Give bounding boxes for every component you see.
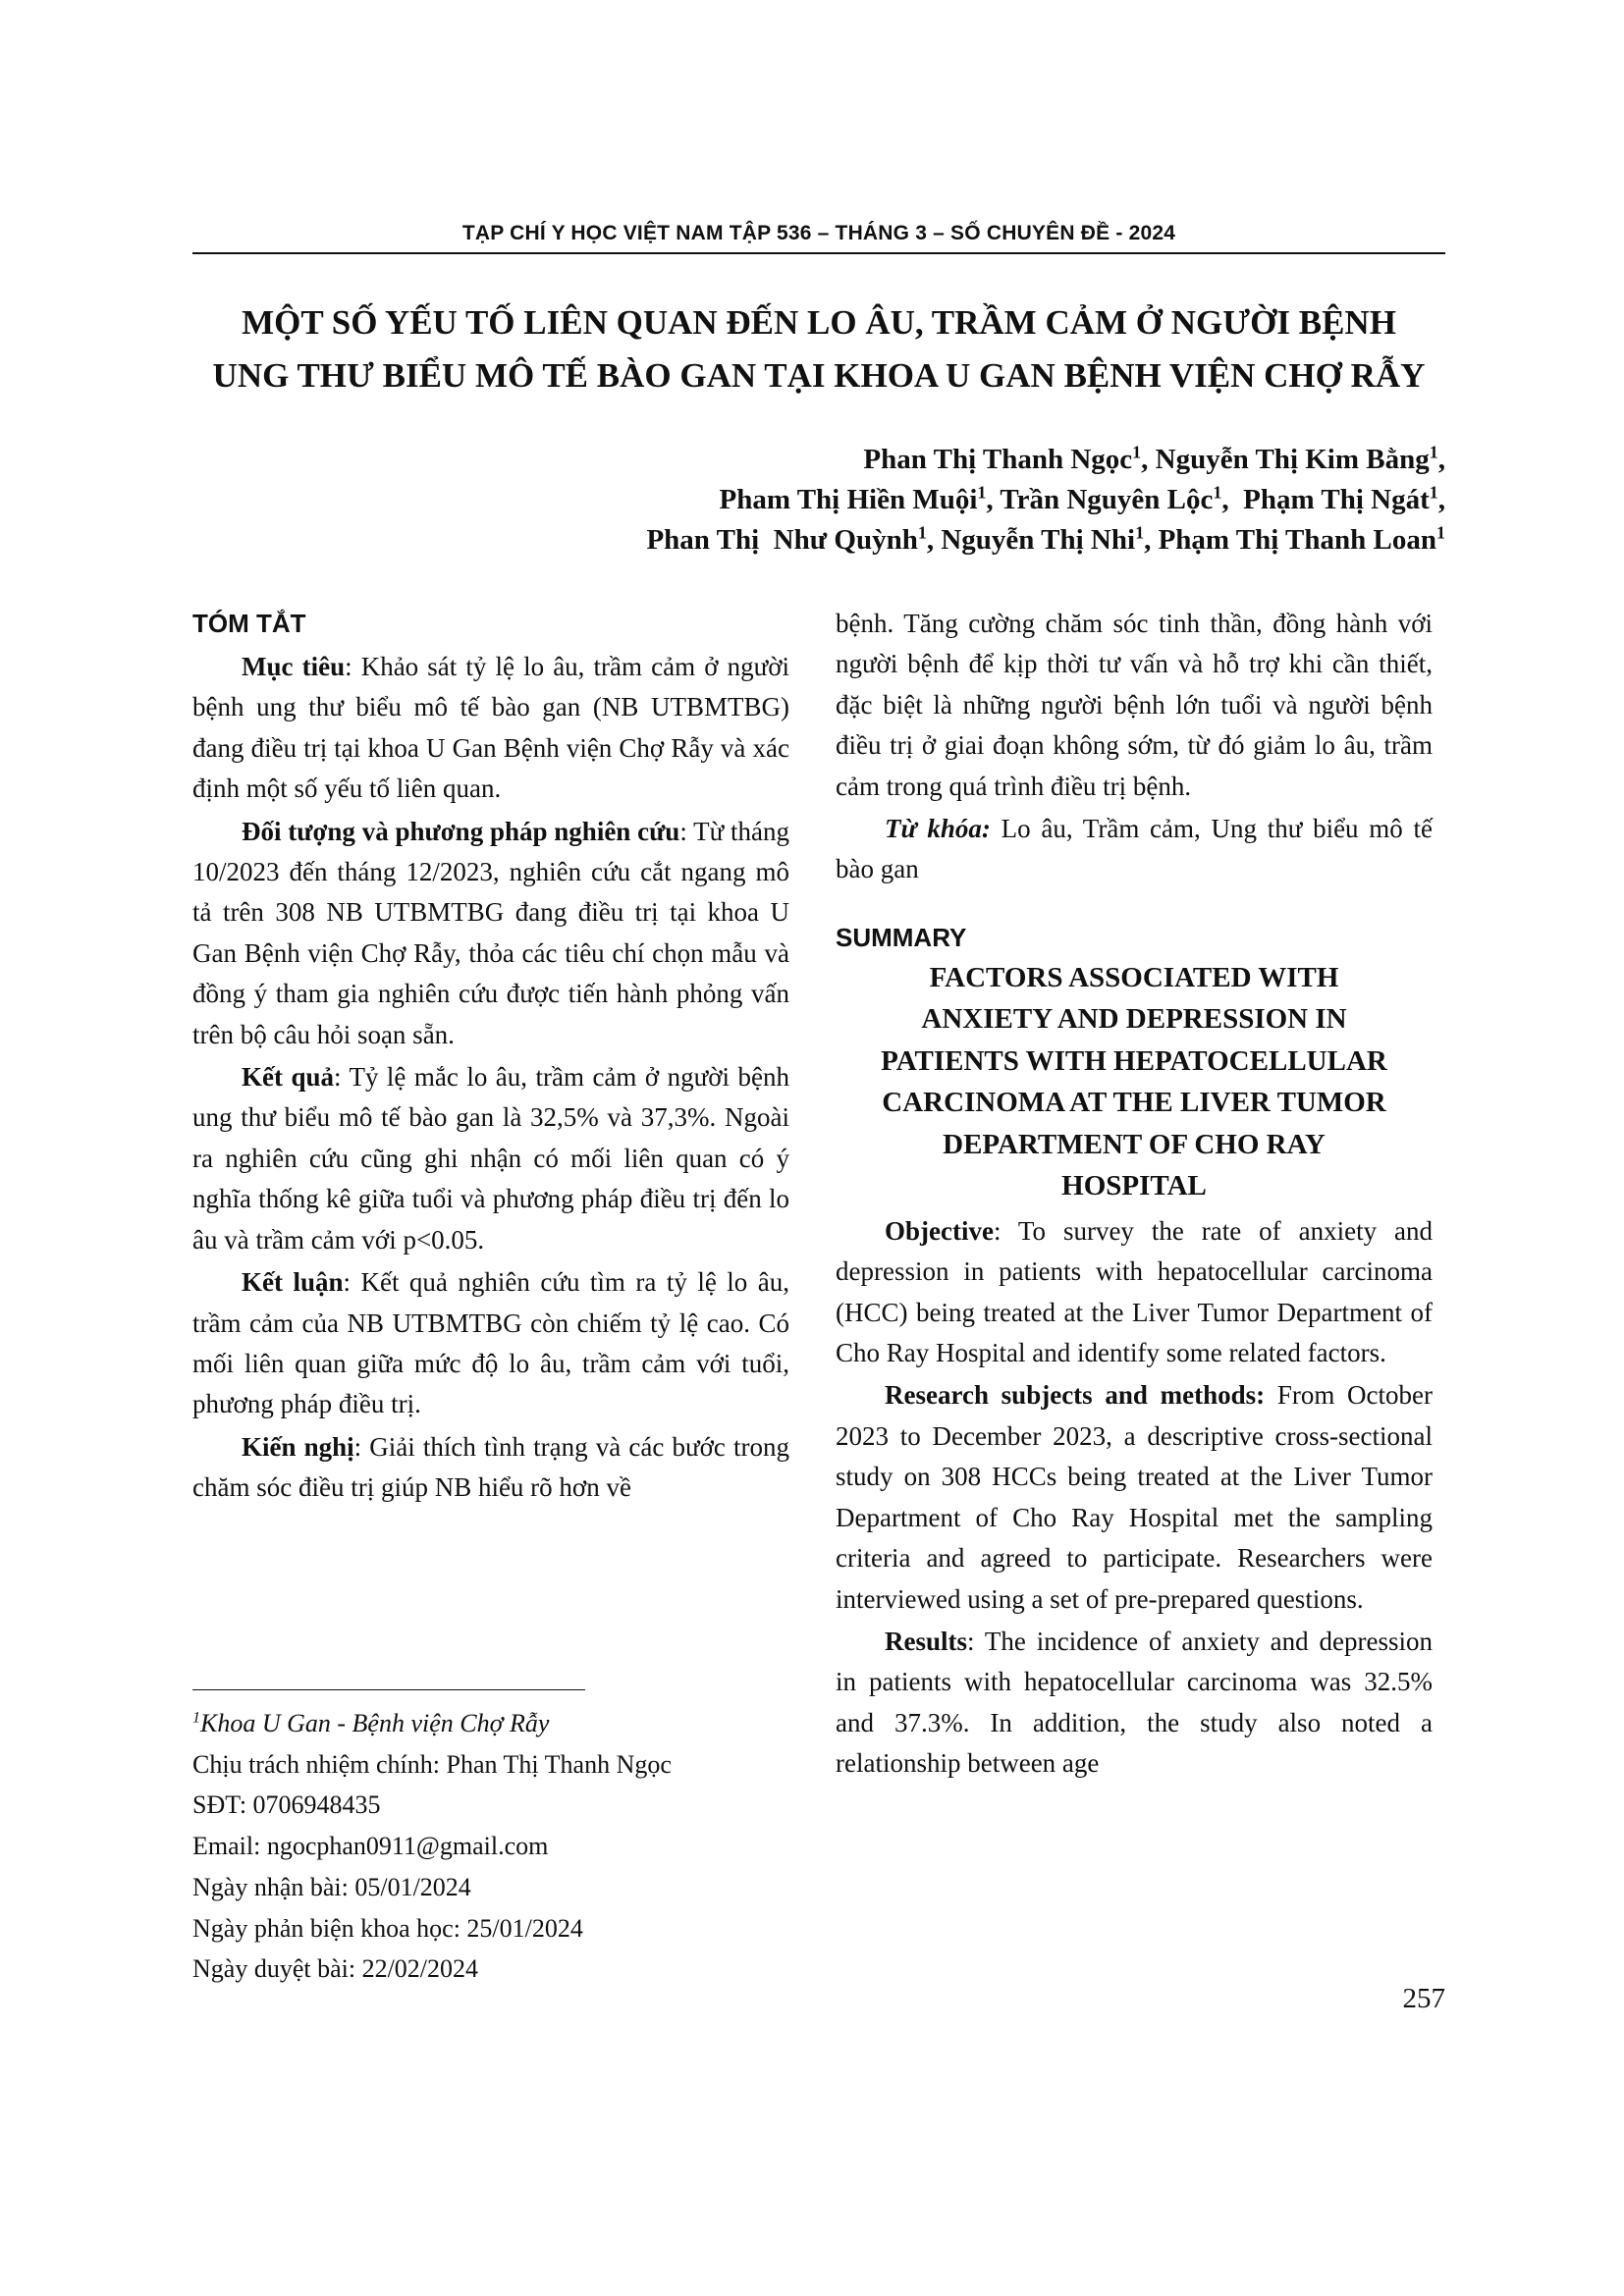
- recommendation-paragraph: [192, 1427, 789, 1509]
- abstract-heading: TÓM TẮT: [192, 609, 306, 638]
- affiliation-footnote: [192, 1703, 801, 1744]
- affiliation-sup: 1: [1429, 442, 1438, 462]
- methods-en-paragraph: [836, 1375, 1433, 1619]
- objective-text: : Khảo sát tỷ lệ lo âu, trầm cảm ở người bệnh ung thư biểu mô tế bào gan (NB UTBMTBG) đang điều trị tại khoa U Gan Bệnh viện Chợ Rẫy và xác định một số yếu tố liên quan.: [192, 652, 789, 804]
- approval-date: Ngày duyệt bài: 22/02/2024: [192, 1954, 479, 1984]
- author-line-1: [267, 440, 1445, 480]
- author-list: [267, 440, 1445, 561]
- footnote-rule: [192, 1689, 585, 1690]
- title-line-2: UNG THƯ BIỂU MÔ TẾ BÀO GAN TẠI KHOA U GAN BỆNH VIỆN CHỢ RẪY: [212, 356, 1426, 395]
- affiliation-sup: 1: [192, 1709, 200, 1727]
- author-separator: ,: [1221, 484, 1244, 515]
- keywords-paragraph: [836, 809, 1433, 890]
- english-title-line: CARCINOMA AT THE LIVER TUMOR: [882, 1087, 1386, 1119]
- left-column: [192, 604, 789, 1511]
- phone-number: SĐT: 0706948435: [192, 1790, 381, 1820]
- affiliation-sup: 1: [1436, 522, 1445, 543]
- results-en-label: Results: [885, 1626, 968, 1656]
- email-address: Email: ngocphan0911@gmail.com: [192, 1832, 549, 1861]
- author-name: Pham Thị Hiền Muội: [719, 484, 978, 515]
- objective-en-paragraph: [836, 1211, 1433, 1374]
- author-name: Phan Thị Như Quỳnh: [646, 524, 918, 556]
- methods-en-text: From October 2023 to December 2023, a descriptive cross-sectional study on 308 HCCs being treated at the Liver Tumor Department of Cho Ray Hospital met the sampling criteria and agreed to participate. Researchers were interviewed using a set of pre-prepared questions.: [836, 1380, 1434, 1614]
- author-separator: ,: [986, 484, 1001, 515]
- methods-text: : Từ tháng 10/2023 đến tháng 12/2023, nghiên cứu cắt ngang mô tả trên 308 NB UTBMTBG đang điều trị tại khoa U Gan Bệnh viện Chợ Rẫy, thỏa các tiêu chí chọn mẫu và đồng ý tham gia nghiên cứu được tiến hành phỏng vấn trên bộ câu hỏi soạn sẵn.: [192, 816, 789, 1049]
- running-header: TẠP CHÍ Y HỌC VIỆT NAM TẬP 536 – THÁNG 3 – SỐ CHUYÊN ĐỀ - 2024: [461, 222, 1176, 244]
- affiliation-sup: 1: [977, 482, 987, 503]
- objective-en-label: Objective: [885, 1215, 994, 1246]
- affiliation-text: Khoa U Gan - Bệnh viện Chợ Rẫy: [200, 1709, 550, 1737]
- author-name: Phan Thị Thanh Ngọc: [863, 444, 1133, 475]
- results-en-paragraph: [836, 1622, 1433, 1785]
- english-title-line: FACTORS ASSOCIATED WITH: [929, 961, 1339, 993]
- footnotes: [192, 1703, 801, 1990]
- affiliation-sup: 1: [917, 522, 927, 543]
- conclusion-text: : Kết quả nghiên cứu tìm ra tỷ lệ lo âu, trầm cảm của NB UTBMTBG còn chiếm tỷ lệ cao. Có mối liên quan giữa mức độ lo âu, trầm cảm với tuổi, phương pháp điều trị.: [192, 1267, 789, 1419]
- results-text: : Tỷ lệ mắc lo âu, trầm cảm ở người bệnh ung thư biểu mô tế bào gan là 32,5% và 37,3%. Ngoài ra nghiên cứu cũng ghi nhận có mối liên quan có ý nghĩa thống kê giữa tuổi và phương pháp điều trị đến lo âu và trầm cảm với p<0.05.: [192, 1062, 789, 1255]
- author-line-2: [267, 480, 1445, 520]
- methods-en-label: Research subjects and methods:: [885, 1380, 1266, 1411]
- recommendation-continued: bệnh. Tăng cường chăm sóc tinh thần, đồng hành với người bệnh để kịp thời tư vấn và hỗ trợ khi cần thiết, đặc biệt là những người bệnh lớn tuổi và người bệnh điều trị ở giai đoạn không sớm, từ đó giảm lo âu, trầm cảm trong quá trình điều trị bệnh.: [836, 609, 1433, 801]
- conclusion-label: Kết luận: [242, 1267, 344, 1298]
- english-title-line: PATIENTS WITH HEPATOCELLULAR: [881, 1044, 1387, 1077]
- results-paragraph: [192, 1057, 789, 1260]
- results-label: Kết quả: [242, 1062, 334, 1093]
- methods-label: Đối tượng và phương pháp nghiên cứu: [242, 816, 680, 846]
- page-number: 257: [1402, 1983, 1445, 2014]
- author-name: Phạm Thị Thanh Loan: [1158, 524, 1436, 556]
- recommendation-label: Kiến nghị: [242, 1431, 354, 1462]
- article-title: [192, 296, 1445, 402]
- objective-en-text: : To survey the rate of anxiety and depression in patients with hepatocellular carcinoma (HCC) being treated at the Liver Tumor Department of Cho Ray Hospital and identify some related factors.: [836, 1215, 1433, 1368]
- review-date: Ngày phản biện khoa học: 25/01/2024: [192, 1913, 583, 1943]
- author-separator: ,: [1141, 444, 1156, 475]
- affiliation-sup: 1: [1135, 522, 1145, 543]
- author-separator: ,: [1437, 444, 1445, 475]
- affiliation-sup: 1: [1132, 442, 1142, 462]
- objective-label: Mục tiêu: [242, 652, 346, 681]
- author-name: Phạm Thị Ngát: [1243, 484, 1430, 515]
- methods-paragraph: [192, 812, 789, 1055]
- keywords-text: Lo âu, Trầm cảm, Ung thư biểu mô tế bào gan: [836, 814, 1433, 884]
- keywords-label: Từ khóa:: [885, 814, 991, 844]
- english-title-line: HOSPITAL: [1061, 1170, 1207, 1202]
- title-line-1: MỘT SỐ YẾU TỐ LIÊN QUAN ĐẾN LO ÂU, TRẦM CẢM Ở NGƯỜI BỆNH: [242, 303, 1396, 342]
- objective-paragraph: [192, 647, 789, 810]
- author-separator: ,: [1144, 524, 1159, 556]
- received-date: Ngày nhận bài: 05/01/2024: [192, 1872, 471, 1901]
- conclusion-paragraph: [192, 1262, 789, 1425]
- affiliation-sup: 1: [1213, 482, 1222, 503]
- corresponding-author: Chịu trách nhiệm chính: Phan Thị Thanh Ngọc: [192, 1749, 672, 1779]
- author-name: Nguyễn Thị Nhi: [941, 524, 1136, 556]
- affiliation-sup: 1: [1429, 482, 1438, 503]
- author-name: Trần Nguyên Lộc: [1000, 484, 1214, 515]
- recommendation-text: : Giải thích tình trạng và các bước trong chăm sóc điều trị giúp NB hiểu rõ hơn về: [192, 1431, 789, 1503]
- english-title-line: ANXIETY AND DEPRESSION IN: [921, 1003, 1347, 1036]
- english-title: [836, 957, 1433, 1207]
- author-line-3: [267, 520, 1445, 561]
- right-column: [836, 604, 1433, 1787]
- header-rule: [192, 252, 1445, 254]
- english-title-line: DEPARTMENT OF CHO RAY: [943, 1128, 1326, 1160]
- summary-heading: SUMMARY: [836, 922, 967, 952]
- results-en-text: : The incidence of anxiety and depression in patients with hepatocellular carcinoma was 32.5% and 37.3%. In addition, the study also noted a relationship between age: [836, 1626, 1433, 1779]
- author-name: Nguyễn Thị Kim Bằng: [1155, 444, 1430, 475]
- author-separator: ,: [926, 524, 942, 556]
- author-separator: ,: [1437, 484, 1445, 515]
